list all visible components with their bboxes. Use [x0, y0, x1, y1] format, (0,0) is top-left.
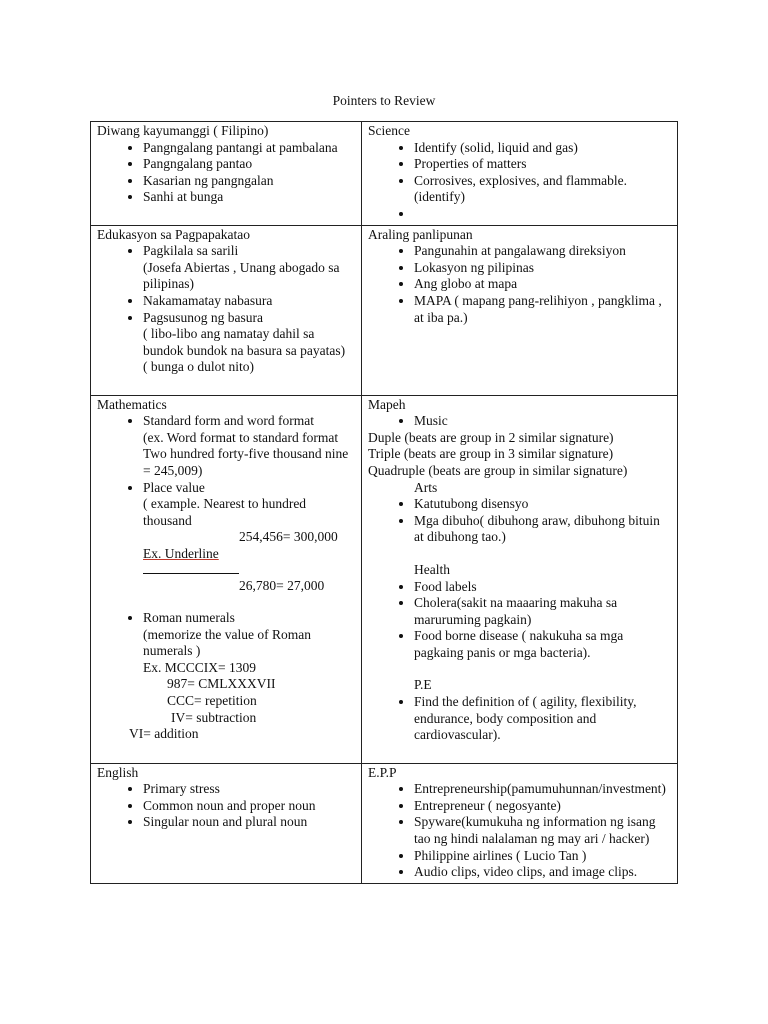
list-item: • Find the definition of ( agility, flexibility, endurance, body composition and cardiovascular).	[414, 694, 671, 744]
science-cell	[362, 122, 678, 226]
math-list-2	[97, 610, 355, 660]
science-list	[368, 140, 671, 223]
list-item: • Entrepreneur ( negosyante)	[414, 798, 671, 815]
roman-example-3: CCC= repetition	[167, 693, 257, 709]
list-item: • Ang globo at mapa	[414, 276, 671, 293]
mapeh-arts-list	[368, 496, 671, 546]
epp-heading: E.P.P	[368, 764, 397, 780]
epp-cell	[362, 763, 678, 883]
mapeh-heading: Mapeh	[368, 396, 406, 412]
english-list	[97, 781, 355, 831]
list-item: • Cholera(sakit na maaaring makuha sa maruruming pagkain)	[414, 595, 671, 628]
filipino-list	[97, 140, 355, 206]
esp-item-1-note: (Josefa Abiertas , Unang abogado sa pilipinas)	[143, 259, 340, 292]
english-cell	[91, 763, 362, 883]
mapeh-music-list	[368, 413, 671, 430]
list-item: • Primary stress	[143, 781, 355, 798]
science-heading: Science	[368, 123, 410, 138]
list-item: • Spyware(kumukuha ng information ng isang tao ng hindi nalalaman ng may ari / hacker)	[414, 814, 671, 847]
esp-item-3-note: ( libo-libo ang namatay dahil sa bundok bundok na basura sa payatas)	[143, 326, 346, 358]
mapeh-cell	[362, 395, 678, 763]
list-item: • Entrepreneurship(pamumuhunnan/investment)	[414, 781, 671, 798]
math-item-2: Place value	[143, 479, 205, 495]
music-line: Quadruple (beats are group in similar signature)	[368, 462, 628, 478]
list-item	[143, 480, 355, 595]
list-item	[143, 310, 355, 376]
list-item: • Lokasyon ng pilipinas	[414, 260, 671, 277]
math-item-1: Standard form and word format	[143, 413, 314, 429]
list-item: • Music	[414, 413, 671, 430]
math-example-label: Ex. Underline	[143, 545, 219, 561]
roman-example-5: VI= addition	[129, 726, 199, 742]
list-item: • Katutubong disensyo	[414, 496, 671, 513]
roman-example-4: IV= subtraction	[171, 709, 257, 725]
arts-heading: Arts	[414, 479, 438, 495]
esp-item-3: Pagsusunog ng basura	[143, 309, 263, 325]
esp-item-1: Pagkilala sa sarili	[143, 243, 239, 259]
review-table	[90, 121, 678, 884]
mapeh-pe-list	[368, 694, 671, 744]
list-item: • Sanhi at bunga	[143, 189, 355, 206]
math-item-1-note: (ex. Word format to standard format Two hundred forty-five thousand nine = 245,009)	[143, 429, 349, 478]
esp-cell	[91, 225, 362, 395]
mapeh-health-list	[368, 579, 671, 662]
table-row	[91, 225, 678, 395]
ap-cell	[362, 225, 678, 395]
math-item-2-note: ( example. Nearest to hundred thousand	[143, 496, 307, 528]
spacer	[368, 546, 671, 562]
list-item: • Properties of matters	[414, 156, 671, 173]
math-item-3: Roman numerals	[143, 610, 235, 626]
health-heading: Health	[414, 561, 450, 577]
list-item: • Corrosives, explosives, and flammable. (identify)	[414, 173, 671, 206]
list-item: • Kasarian ng pangngalan	[143, 173, 355, 190]
list-item: • MAPA ( mapang pang-relihiyon , pangklima , at iba pa.)	[414, 293, 671, 326]
list-item: • Food borne disease ( nakukuha sa mga pagkaing panis or mga bacteria).	[414, 628, 671, 661]
math-item-3-note: (memorize the value of Roman numerals )	[143, 626, 311, 659]
table-row	[91, 763, 678, 883]
list-item: • Mga dibuho( dibuhong araw, dibuhong bituin at dibuhong tao.)	[414, 513, 671, 546]
esp-list	[97, 243, 355, 376]
list-item: • Philippine airlines ( Lucio Tan )	[414, 848, 671, 865]
pe-heading: P.E	[414, 677, 432, 693]
ap-list	[368, 243, 671, 326]
list-item: • Common noun and proper noun	[143, 798, 355, 815]
music-line: Duple (beats are group in 2 similar signature)	[368, 429, 614, 445]
underline-blank	[143, 563, 239, 574]
list-item: • Food labels	[414, 579, 671, 596]
math-cell	[91, 395, 362, 763]
math-list	[97, 413, 355, 594]
roman-example-1: Ex. MCCCIX= 1309	[143, 659, 256, 675]
spacer	[97, 594, 355, 610]
filipino-cell	[91, 122, 362, 226]
page-title: Pointers to Review	[332, 93, 436, 108]
epp-list	[368, 781, 671, 881]
math-heading: Mathematics	[97, 396, 167, 412]
list-item: • Audio clips, video clips, and image clips.	[414, 864, 671, 881]
list-item: • Pangngalang pantao	[143, 156, 355, 173]
list-item: • Identify (solid, liquid and gas)	[414, 140, 671, 157]
ap-heading: Araling panlipunan	[368, 226, 473, 242]
list-item: • Singular noun and plural noun	[143, 814, 355, 831]
music-line: Triple (beats are group in 3 similar signature)	[368, 446, 614, 462]
list-item: • Pangunahin at pangalawang direksiyon	[414, 243, 671, 260]
english-heading: English	[97, 764, 139, 780]
filipino-heading: Diwang kayumanggi ( Filipino)	[97, 123, 269, 138]
list-item	[143, 610, 355, 660]
list-item: • Pangngalang pantangi at pambalana	[143, 140, 355, 157]
math-example-1: 254,456= 300,000	[239, 529, 338, 545]
math-example-2: 26,780= 27,000	[239, 577, 325, 593]
list-item	[414, 206, 671, 223]
roman-example-2: 987= CMLXXXVII	[167, 676, 276, 692]
list-item	[143, 243, 355, 293]
list-item	[143, 413, 355, 479]
esp-item-3-note-2: ( bunga o dulot nito)	[143, 359, 254, 375]
table-row	[91, 395, 678, 763]
spacer	[368, 661, 671, 677]
esp-heading: Edukasyon sa Pagpapakatao	[97, 226, 250, 242]
list-item: • Nakamamatay nabasura	[143, 293, 355, 310]
table-row	[91, 122, 678, 226]
